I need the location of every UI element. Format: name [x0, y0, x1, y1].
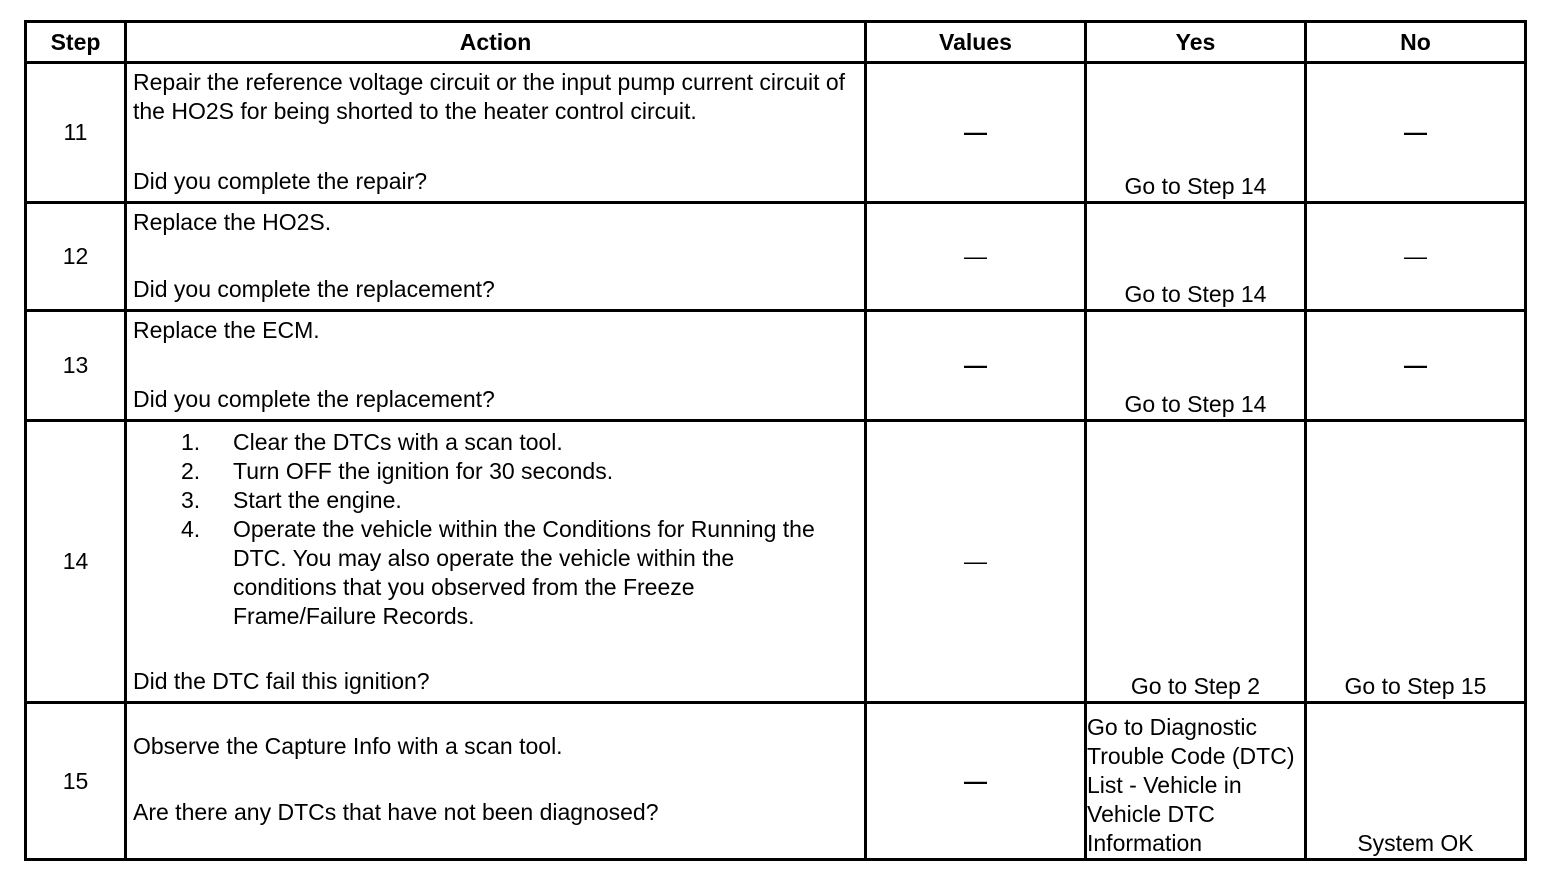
action-text: Replace the ECM.: [133, 317, 320, 343]
values-cell: —: [866, 311, 1086, 421]
action-text: Repair the reference voltage circuit or the input pump current circuit of the HO2S for being shorted to the heater control circuit.: [133, 69, 846, 124]
no-cell: Go to Step 15: [1306, 421, 1526, 703]
step-number: 14: [26, 421, 126, 703]
list-item: [133, 515, 858, 631]
no-cell: System OK: [1306, 703, 1526, 860]
table-row: [26, 203, 1526, 311]
step-number: 11: [26, 63, 126, 203]
action-question: Did you complete the replacement?: [133, 386, 495, 412]
values-cell: —: [866, 63, 1086, 203]
list-item-number: 4.: [181, 516, 201, 542]
diagnostic-table: [24, 20, 1527, 861]
action-question: Did the DTC fail this ignition?: [133, 668, 430, 694]
action-cell: [126, 703, 866, 860]
list-item: [133, 428, 858, 457]
list-item-text: Operate the vehicle within the Conditions for Running the DTC. You may also operate the vehicle within the conditions that you observed from the Freeze Frame/Failure Records.: [233, 516, 815, 629]
step-number: 12: [26, 203, 126, 311]
values-cell: —: [866, 703, 1086, 860]
header-action: Action: [126, 22, 866, 63]
step-number: 13: [26, 311, 126, 421]
action-question: Did you complete the replacement?: [133, 276, 495, 302]
header-no: No: [1306, 22, 1526, 63]
list-item-text: Clear the DTCs with a scan tool.: [233, 429, 563, 455]
action-text: Observe the Capture Info with a scan tool.: [133, 733, 563, 759]
list-item: [133, 457, 858, 486]
values-cell: —: [866, 203, 1086, 311]
action-cell: [126, 203, 866, 311]
action-cell: [126, 311, 866, 421]
list-item-text: Start the engine.: [233, 487, 402, 513]
table-row: [26, 311, 1526, 421]
no-cell: —: [1306, 63, 1526, 203]
no-cell: —: [1306, 203, 1526, 311]
header-step: Step: [26, 22, 126, 63]
table-row: [26, 703, 1526, 860]
action-question: Are there any DTCs that have not been diagnosed?: [133, 799, 659, 825]
values-cell: —: [866, 421, 1086, 703]
yes-cell: Go to Step 14: [1086, 203, 1306, 311]
action-question: Did you complete the repair?: [133, 168, 428, 194]
header-values: Values: [866, 22, 1086, 63]
table-row: [26, 421, 1526, 703]
header-yes: Yes: [1086, 22, 1306, 63]
action-cell: [126, 421, 866, 703]
yes-cell: Go to Diagnostic Trouble Code (DTC) List - Vehicle in Vehicle DTC Information: [1086, 703, 1306, 860]
action-text: Replace the HO2S.: [133, 209, 332, 235]
list-item: [133, 486, 858, 515]
list-item-number: 2.: [181, 458, 201, 484]
table-row: [26, 63, 1526, 203]
action-cell: [126, 63, 866, 203]
list-item-text: Turn OFF the ignition for 30 seconds.: [233, 458, 614, 484]
header-row: [26, 22, 1526, 63]
list-item-number: 1.: [181, 429, 201, 455]
step-number: 15: [26, 703, 126, 860]
yes-cell: Go to Step 14: [1086, 311, 1306, 421]
numbered-steps-list: [133, 428, 858, 631]
no-cell: —: [1306, 311, 1526, 421]
yes-cell: Go to Step 14: [1086, 63, 1306, 203]
yes-cell: Go to Step 2: [1086, 421, 1306, 703]
list-item-number: 3.: [181, 487, 201, 513]
